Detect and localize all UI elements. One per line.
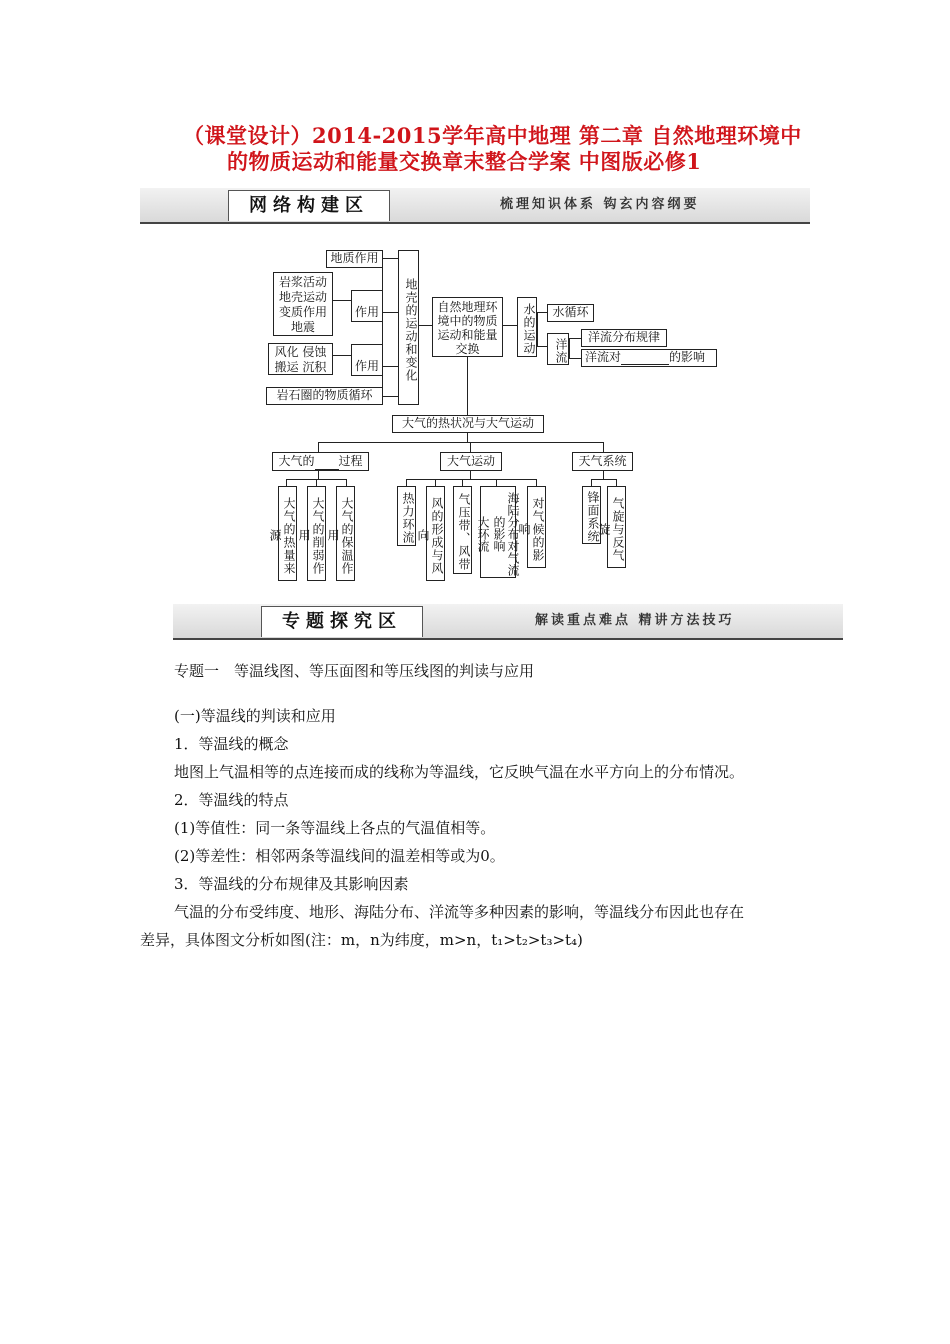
g2-4a: 海陆分布对气流的影响: [492, 492, 520, 576]
p2a: (1)等值性：同一条等温线上各点的气温值相等。: [174, 819, 496, 837]
yangliu-dui-text: 洋流对: [585, 350, 622, 364]
sec1: (一)等温线的判读和应用: [174, 707, 336, 725]
p3b: 差异，具体图文分析如图(注：m，n为纬度，m>n，t₁>t₂>t₃>t₄): [140, 931, 583, 949]
p1: 地图上气温相等的点连接而成的线称为等温线，它反映气温在水平方向上的分布情况。: [174, 763, 745, 781]
h3: 3．等温线的分布规律及其影响因素: [174, 875, 409, 893]
center-1: 自然地理环: [437, 300, 498, 314]
box-zuoyong-2: 作用: [351, 344, 383, 376]
box-tianqi: 天气系统: [572, 452, 633, 471]
box-g2-3: 气压带、风带: [453, 486, 472, 574]
center-2: 境中的物质: [437, 314, 498, 328]
box-g1-1: 大气的热量来源: [278, 486, 297, 581]
banner-topic: [173, 604, 843, 640]
daqi-de-text: 大气的: [278, 454, 315, 468]
box-g2-6: 对气候的影响: [527, 486, 546, 568]
box-yanjiang: [273, 272, 333, 336]
body-content: [140, 702, 820, 954]
box-yangliu-dui: [581, 349, 717, 367]
box-g2-1: 热力环流: [397, 486, 416, 546]
h2: 2．等温线的特点: [174, 791, 289, 809]
center-3: 运动和能量: [437, 328, 498, 342]
blank-line-2: [315, 453, 339, 470]
box-daqi-yundong: 大气运动: [440, 452, 502, 471]
box-dizhi: 地质作用: [326, 250, 383, 268]
yanjiang-1: 岩浆活动: [278, 275, 327, 289]
p3a: 气温的分布受纬度、地形、海陆分布、洋流等多种因素的影响，等温线分布因此也存在: [174, 903, 745, 921]
document-title: [183, 123, 823, 175]
title-line-2: 的物质运动和能量交换章末整合学案 中图版必修1: [227, 149, 702, 174]
box-daqi-main: 大气的热状况与大气运动: [392, 415, 544, 433]
title-line-1: （课堂设计）2014-2015学年高中地理 第二章 自然地理环境中: [183, 123, 802, 148]
box-yangliu-fenbu: 洋流分布规律: [581, 329, 667, 347]
yanjiang-3: 变质作用: [278, 305, 327, 319]
banner-topic-sub: 解读重点难点 精讲方法技巧: [535, 613, 735, 628]
fenghua-1: 风化 侵蚀: [274, 345, 327, 359]
box-yangliu: 洋流: [547, 333, 569, 365]
g2-4b: 大环流: [476, 516, 490, 552]
banner-network-tab: 网络构建区: [228, 190, 390, 221]
box-g1-3: 大气的保温作用: [336, 486, 355, 581]
banner-network: [140, 188, 810, 224]
topic-heading: 专题一 等温线图、等压面图和等压线图的判读与应用: [174, 662, 535, 680]
yanjiang-4: 地震: [290, 320, 315, 334]
guocheng-text: 过程: [338, 454, 363, 468]
h1: 1．等温线的概念: [174, 735, 289, 753]
box-g3-2: 气旋与反气旋: [607, 486, 626, 568]
box-daqi-guocheng: [272, 452, 369, 471]
box-fenghua: [268, 343, 333, 375]
banner-topic-tab: 专题探究区: [261, 606, 423, 637]
box-g3-1: 锋面系统: [582, 486, 601, 544]
box-zuoyong-1: 作用: [351, 290, 383, 322]
box-g2-4: [476, 486, 520, 578]
box-center: [432, 297, 503, 357]
box-shuixunhuan: 水循环: [547, 304, 594, 322]
box-yanshi: 岩石圈的物质循环: [266, 387, 383, 405]
yangliu-yingxiang-text: 的影响: [669, 350, 706, 364]
box-shui: 水的运动: [517, 297, 537, 357]
blank-line: [621, 350, 669, 365]
fenghua-2: 搬运 沉积: [274, 360, 327, 374]
banner-network-sub: 梳理知识体系 钩玄内容纲要: [500, 197, 700, 212]
box-g2-2: 风的形成与风向: [426, 486, 445, 581]
box-diqiao: 地壳的运动和变化: [398, 250, 419, 405]
box-g1-2: 大气的削弱作用: [307, 486, 326, 581]
center-4: 交换: [455, 342, 480, 356]
p2b: (2)等差性：相邻两条等温线间的温差相等或为0。: [174, 847, 505, 865]
yanjiang-2: 地壳运动: [278, 290, 327, 304]
